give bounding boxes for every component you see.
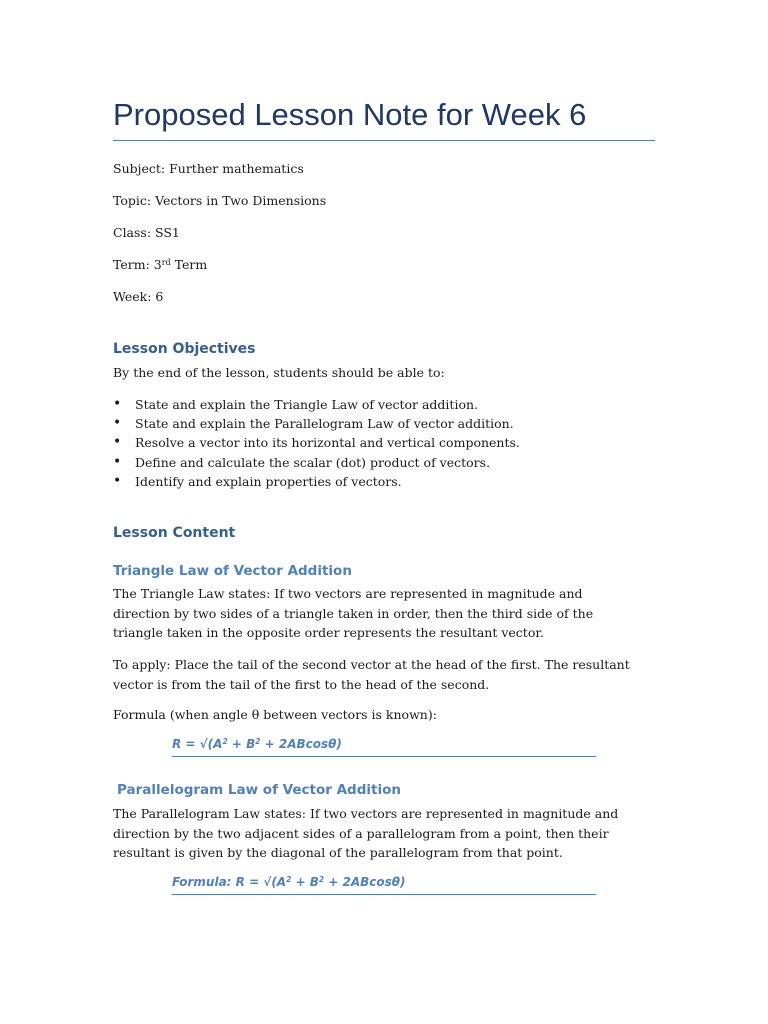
formula-exponent: 2 [286,875,292,884]
formula-part: + 2ABcosθ) [324,875,406,889]
list-item: • Resolve a vector into its horizontal and vertical components. [113,433,520,452]
formula-exponent: 2 [318,875,325,884]
triangle-formula-intro: Formula (when angle θ between vectors is known): [113,707,437,722]
formula-part: + B [291,875,319,889]
list-item: • State and explain the Parallelogram Law of vector addition. [113,414,520,433]
objectives-heading: Lesson Objectives [113,341,256,357]
content-heading: Lesson Content [113,525,236,541]
term-prefix: Term: 3 [113,257,162,272]
term-suffix: Term [170,257,208,272]
parallelogram-law-heading: Parallelogram Law of Vector Addition [117,782,401,798]
objectives-intro: By the end of the lesson, students should be able to: [113,365,445,380]
triangle-formula [172,737,596,757]
week-line: Week: 6 [113,289,164,304]
formula-exponent: 2 [255,737,261,746]
triangle-law-apply: To apply: Place the tail of the second vector at the head of the first. The resultant vector is from the tail of the first to the head of the second. [113,657,630,692]
objectives-list [113,395,520,491]
formula-part: R = √(A [172,737,223,751]
formula-exponent: 2 [222,737,228,746]
triangle-law-statement: The Triangle Law states: If two vectors are represented in magnitude and direction by two sides of a triangle taken in order, then the third side of the triangle taken in the opposite order represents the resultant vector. [113,586,594,640]
term-superscript: rd [161,258,171,267]
list-item: • State and explain the Triangle Law of vector addition. [113,395,520,414]
term-line [113,257,207,273]
list-item: • Define and calculate the scalar (dot) product of vectors. [113,453,520,472]
parallelogram-formula [172,875,596,895]
formula-part: Formula: R = √(A [172,875,287,889]
triangle-law-heading: Triangle Law of Vector Addition [113,563,352,579]
class-line: Class: SS1 [113,225,180,240]
formula-part: + B [227,737,256,751]
formula-part: + 2ABcosθ) [260,737,342,751]
page-title: Proposed Lesson Note for Week 6 [113,94,655,141]
topic-line: Topic: Vectors in Two Dimensions [113,193,327,208]
list-item: • Identify and explain properties of vectors. [113,472,520,491]
parallelogram-law-statement: The Parallelogram Law states: If two vectors are represented in magnitude and direction by the two adjacent sides of a parallelogram from a point, then their resultant is given by the diagonal of the parallelogram from that point. [113,806,619,860]
subject-line: Subject: Further mathematics [113,161,304,176]
